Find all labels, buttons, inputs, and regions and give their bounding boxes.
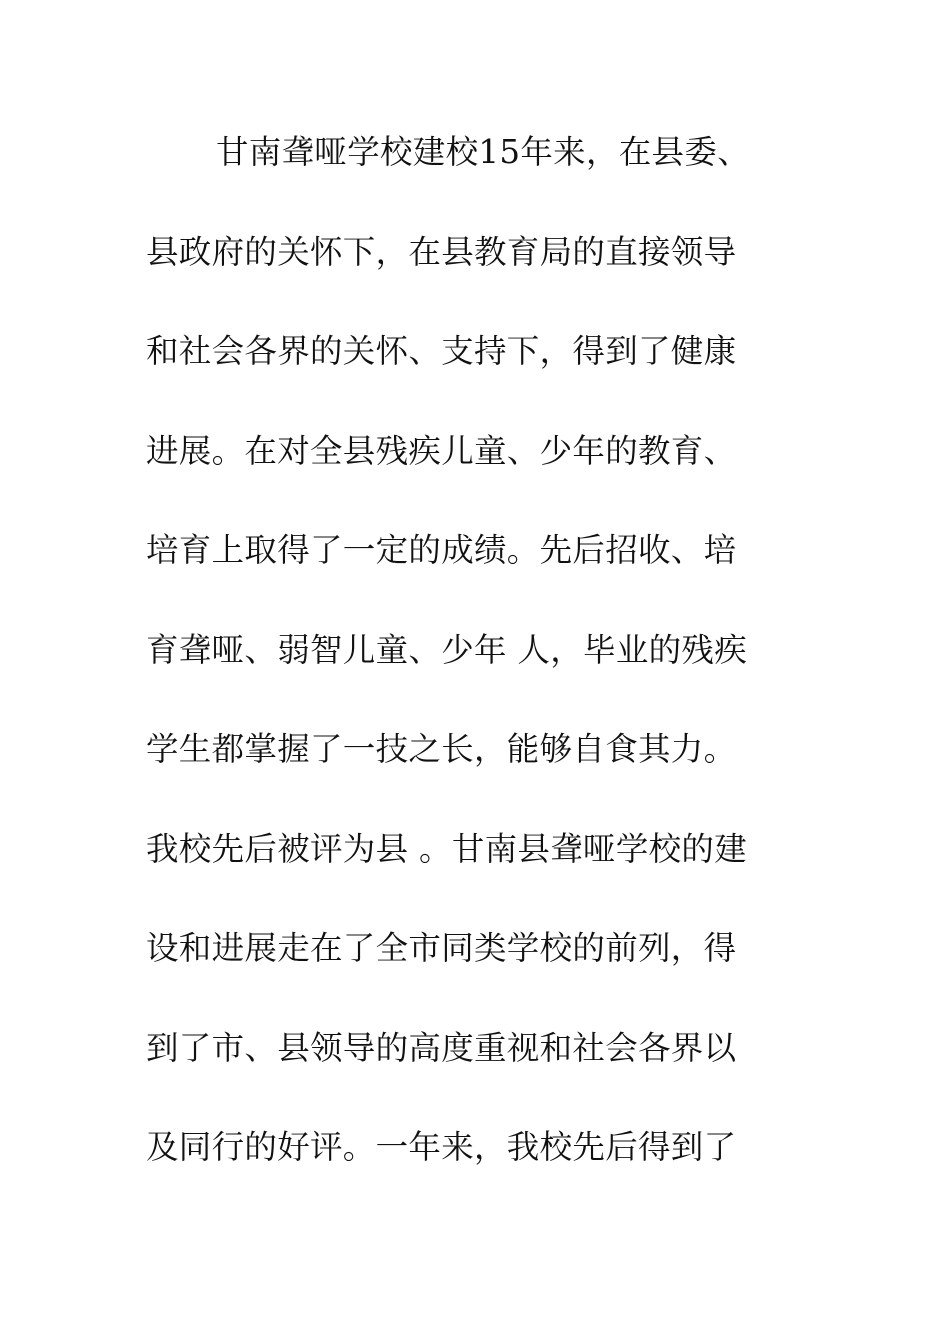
text-line-9: 设和进展走在了全市同类学校的前列，得 (146, 929, 737, 967)
text-line-10: 到了市、县领导的高度重视和社会各界以 (146, 1028, 737, 1067)
text-line-6: 育聋哑、弱智儿童、少年 人，毕业的残疾 (146, 630, 748, 669)
text-line-11: 及同行的好评。一年来，我校先后得到了 (146, 1128, 737, 1166)
body-paragraph (146, 126, 806, 1221)
text-line-7: 学生都掌握了一技之长，能够自食其力。 (146, 730, 737, 768)
text-line-3: 和社会各界的关怀、支持下，得到了健康 (146, 332, 737, 370)
text-line-5: 培育上取得了一定的成绩。先后招收、培 (146, 531, 737, 569)
text-line-1: 甘南聋哑学校建校15年来，在县委、 (216, 133, 750, 171)
text-line-2: 县政府的关怀下，在县教育局的直接领导 (146, 232, 737, 271)
text-line-4: 进展。在对全县残疾儿童、少年的教育、 (146, 431, 737, 470)
text-line-8: 我校先后被评为县 。甘南县聋哑学校的建 (146, 829, 748, 868)
